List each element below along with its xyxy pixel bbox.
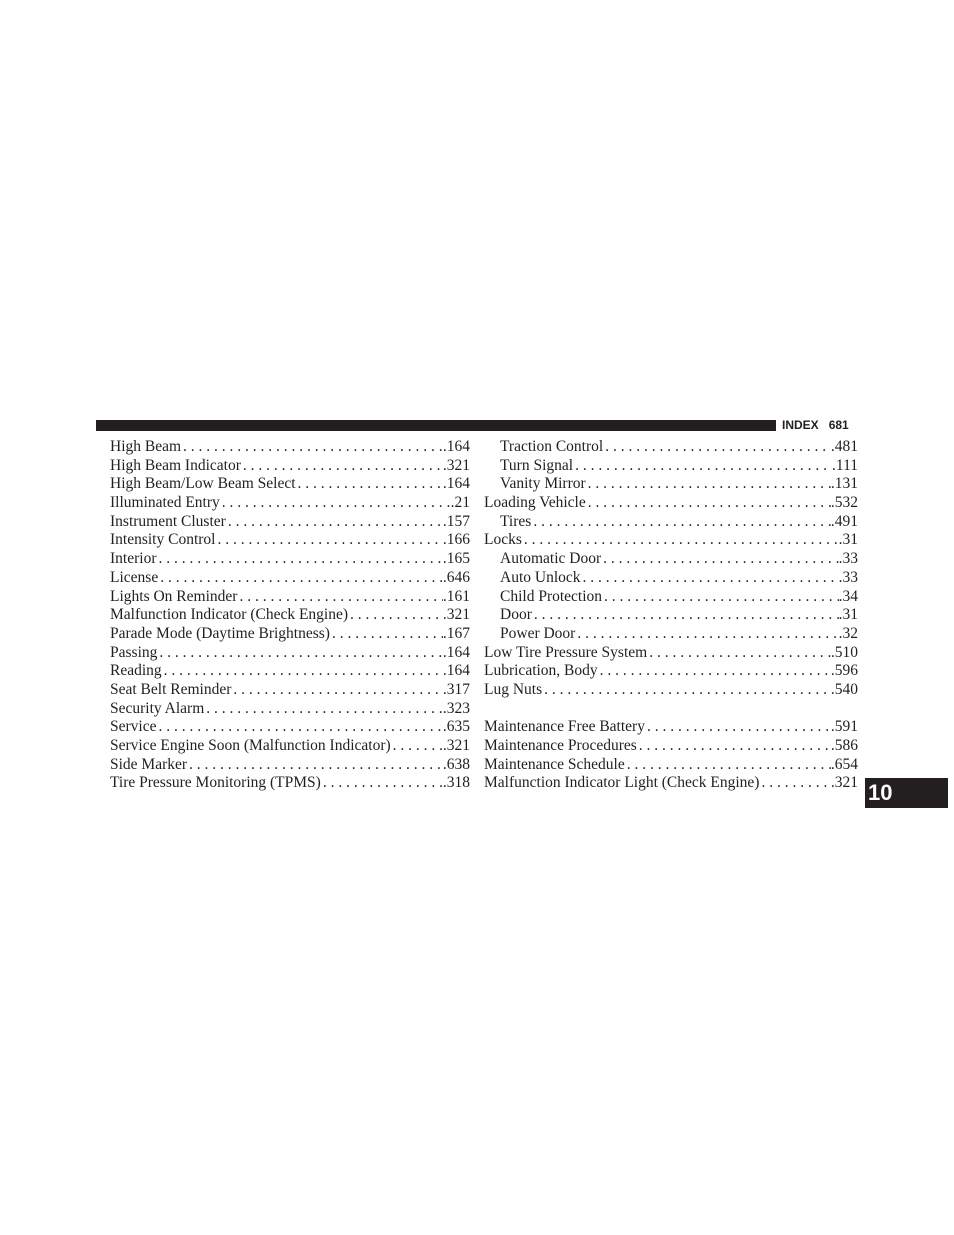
entry-label: Tire Pressure Monitoring (TPMS) bbox=[110, 774, 321, 792]
entry-label: Side Marker bbox=[110, 755, 188, 773]
entry-label: Malfunction Indicator Light (Check Engine) bbox=[484, 774, 760, 792]
page-number: 681 bbox=[828, 418, 849, 432]
dot-leader bbox=[531, 513, 831, 532]
dot-leader bbox=[542, 681, 831, 700]
entry-label: High Beam bbox=[110, 438, 182, 455]
entry-page: .491 bbox=[830, 512, 858, 530]
dot-leader bbox=[625, 756, 831, 775]
index-entry bbox=[110, 662, 470, 681]
index-entry bbox=[110, 550, 470, 569]
entry-label: Maintenance Schedule bbox=[484, 755, 625, 773]
entry-page: .532 bbox=[830, 494, 858, 512]
dot-leader bbox=[220, 494, 451, 513]
index-entry bbox=[110, 625, 470, 644]
entry-page: .31 bbox=[838, 606, 858, 624]
entry-page: .591 bbox=[830, 718, 858, 736]
entry-label: Tires bbox=[500, 512, 532, 530]
index-entry bbox=[110, 756, 470, 775]
entry-label: License bbox=[110, 568, 159, 586]
index-entry bbox=[484, 588, 858, 607]
entry-page: .21 bbox=[450, 494, 470, 512]
dot-leader bbox=[647, 644, 831, 663]
index-entry bbox=[110, 531, 470, 550]
index-entry bbox=[110, 457, 470, 476]
index-entry bbox=[484, 457, 858, 476]
index-entry bbox=[484, 438, 858, 457]
dot-leader bbox=[156, 718, 442, 737]
chapter-number: 10 bbox=[868, 780, 893, 805]
dot-leader bbox=[532, 606, 839, 625]
index-entry bbox=[484, 606, 858, 625]
header-rule bbox=[96, 420, 776, 431]
entry-page: .164 bbox=[442, 643, 470, 661]
entry-label: Maintenance Free Battery bbox=[484, 718, 645, 736]
index-entry bbox=[110, 606, 470, 625]
dot-leader bbox=[231, 681, 442, 700]
dot-leader bbox=[348, 606, 443, 625]
index-entry bbox=[110, 588, 470, 607]
index-entry bbox=[484, 569, 858, 588]
entry-label: Loading Vehicle bbox=[484, 494, 586, 512]
dot-leader bbox=[602, 588, 839, 607]
index-entry bbox=[110, 644, 470, 663]
index-entry bbox=[484, 494, 858, 513]
dot-leader bbox=[603, 438, 831, 457]
entry-page: .481 bbox=[830, 438, 858, 455]
index-entry bbox=[484, 644, 858, 663]
entry-page: .321 bbox=[442, 606, 470, 624]
entry-page: .654 bbox=[830, 755, 858, 773]
entry-label: Locks bbox=[484, 531, 522, 549]
dot-leader bbox=[157, 644, 443, 663]
entry-label: Low Tire Pressure System bbox=[484, 643, 648, 661]
entry-label: Lubrication, Body bbox=[484, 662, 598, 680]
entry-label: Passing bbox=[110, 643, 158, 661]
dot-leader bbox=[586, 494, 831, 513]
entry-page: .317 bbox=[442, 680, 470, 698]
dot-leader bbox=[158, 569, 443, 588]
entry-page: .540 bbox=[830, 680, 858, 698]
entry-label: Service Engine Soon (Malfunction Indicator) bbox=[110, 737, 391, 754]
entry-page: .164 bbox=[442, 438, 470, 455]
dot-leader bbox=[187, 756, 443, 775]
dot-leader bbox=[237, 588, 442, 607]
chapter-tab bbox=[865, 778, 948, 808]
entry-page: .166 bbox=[442, 531, 470, 549]
index-entry bbox=[110, 569, 470, 588]
entry-label: Traction Control bbox=[500, 438, 604, 455]
entry-label: Service bbox=[110, 718, 157, 736]
entry-label: Lug Nuts bbox=[484, 680, 543, 698]
entry-page: .131 bbox=[830, 475, 858, 493]
index-entry bbox=[484, 737, 858, 756]
entry-page: .157 bbox=[442, 512, 470, 530]
entry-label: Auto Unlock bbox=[500, 568, 581, 586]
index-entry bbox=[484, 550, 858, 569]
dot-leader bbox=[575, 625, 838, 644]
index-entry bbox=[110, 438, 470, 457]
dot-leader bbox=[296, 475, 443, 494]
dot-leader bbox=[181, 438, 443, 457]
entry-label: Vanity Mirror bbox=[500, 475, 586, 493]
index-entry bbox=[110, 475, 470, 494]
entry-label: Child Protection bbox=[500, 587, 603, 605]
index-entry bbox=[110, 774, 470, 793]
entry-page: .31 bbox=[838, 531, 858, 549]
entry-label: High Beam Indicator bbox=[110, 456, 241, 474]
entry-page: .321 bbox=[442, 456, 470, 474]
dot-leader bbox=[598, 662, 831, 681]
dot-leader bbox=[759, 774, 830, 793]
index-entry bbox=[110, 681, 470, 700]
entry-page: .164 bbox=[442, 475, 470, 493]
index-entry bbox=[110, 718, 470, 737]
entry-page: .33 bbox=[838, 550, 858, 568]
entry-page: .111 bbox=[832, 456, 858, 474]
entry-label: Malfunction Indicator (Check Engine) bbox=[110, 606, 349, 624]
index-entry bbox=[484, 774, 858, 793]
index-entry bbox=[484, 531, 858, 550]
entry-label: Intensity Control bbox=[110, 531, 216, 549]
dot-leader bbox=[522, 531, 839, 550]
dot-leader bbox=[226, 513, 443, 532]
entry-label: Power Door bbox=[500, 624, 576, 642]
index-entry bbox=[484, 718, 858, 737]
entry-page: .33 bbox=[838, 568, 858, 586]
index-entry bbox=[110, 494, 470, 513]
entry-label: Lights On Reminder bbox=[110, 587, 238, 605]
entry-page: .318 bbox=[442, 774, 470, 792]
entry-label: High Beam/Low Beam Select bbox=[110, 475, 296, 493]
entry-page: .321 bbox=[830, 774, 858, 792]
entry-page: .161 bbox=[442, 587, 470, 605]
index-entry bbox=[484, 625, 858, 644]
entry-page: .323 bbox=[442, 699, 470, 717]
entry-page: .646 bbox=[442, 568, 470, 586]
index-entry bbox=[484, 475, 858, 494]
entry-label: Seat Belt Reminder bbox=[110, 680, 232, 698]
dot-leader bbox=[215, 531, 442, 550]
entry-page: .586 bbox=[830, 737, 858, 754]
dot-leader bbox=[645, 718, 831, 737]
entry-page: .596 bbox=[830, 662, 858, 680]
dot-leader bbox=[330, 625, 443, 644]
index-entry bbox=[110, 737, 470, 756]
index-entry bbox=[484, 513, 858, 532]
entry-label: Turn Signal bbox=[500, 456, 574, 474]
index-entry bbox=[484, 662, 858, 681]
dot-leader bbox=[637, 737, 831, 756]
entry-label: Interior bbox=[110, 550, 157, 568]
entry-page: .635 bbox=[442, 718, 470, 736]
index-entry bbox=[110, 513, 470, 532]
dot-leader bbox=[581, 569, 839, 588]
entry-page: .638 bbox=[442, 755, 470, 773]
entry-page: .510 bbox=[830, 643, 858, 661]
entry-label: Door bbox=[500, 606, 532, 624]
dot-leader bbox=[321, 774, 443, 793]
entry-page: .321 bbox=[442, 737, 470, 754]
entry-label: Instrument Cluster bbox=[110, 512, 226, 530]
entry-label: Maintenance Procedures bbox=[484, 737, 637, 754]
index-column-right bbox=[484, 438, 858, 793]
dot-leader bbox=[156, 550, 442, 569]
index-entry bbox=[484, 681, 858, 700]
section-title: INDEX bbox=[782, 418, 819, 432]
entry-page: .164 bbox=[442, 662, 470, 680]
entry-page: .165 bbox=[442, 550, 470, 568]
entry-label: Automatic Door bbox=[500, 550, 602, 568]
dot-leader bbox=[601, 550, 838, 569]
entry-page: .34 bbox=[838, 587, 858, 605]
dot-leader bbox=[204, 700, 443, 719]
running-header bbox=[782, 417, 862, 433]
entry-label: Security Alarm bbox=[110, 699, 205, 717]
entry-page: .32 bbox=[838, 624, 858, 642]
index-entry bbox=[110, 700, 470, 719]
dot-leader bbox=[162, 662, 443, 681]
entry-label: Reading bbox=[110, 662, 162, 680]
dot-leader bbox=[391, 737, 443, 756]
index-entry bbox=[484, 756, 858, 775]
entry-label: Parade Mode (Daytime Brightness) bbox=[110, 624, 330, 642]
entry-label: Illuminated Entry bbox=[110, 494, 220, 512]
entry-page: .167 bbox=[442, 624, 470, 642]
dot-leader bbox=[586, 475, 831, 494]
dot-leader bbox=[573, 457, 832, 476]
dot-leader bbox=[241, 457, 443, 476]
index-column-left bbox=[110, 438, 470, 793]
